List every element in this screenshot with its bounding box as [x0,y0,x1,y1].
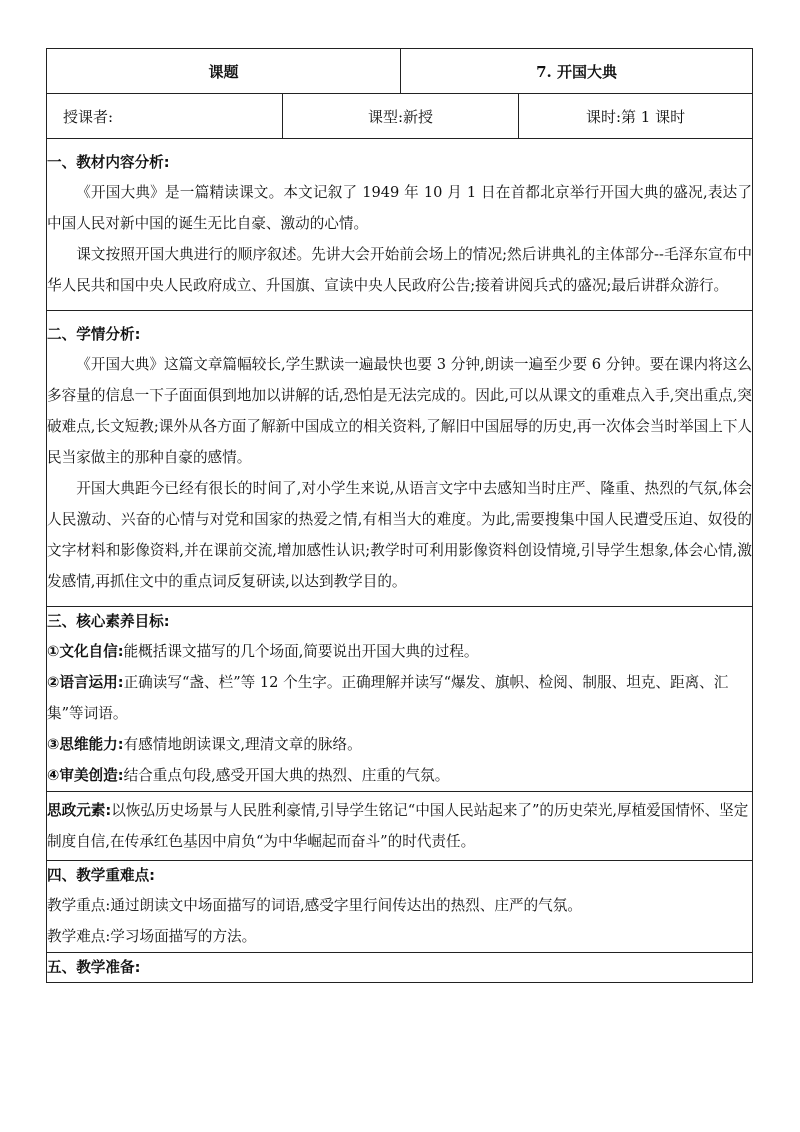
goal-item [47,760,752,791]
section-title: 一、教材内容分析: [47,154,170,171]
goal-item [47,729,752,760]
ideo-label: 思政元素: [47,802,112,819]
section-title: 三、核心素养目标: [47,613,170,630]
section-key-difficulties [47,861,753,953]
ideo-text: 以恢弘历史场景与人民胜利豪情,引导学生铭记“中国人民站起来了”的历史荣光,厚植爱国情怀、坚定制度自信,在传承红色基因中肩负“为中华崛起而奋斗”的时代责任。 [47,802,749,850]
goal-text: 正确读写“盏、栏”等 12 个生字。正确理解并读写“爆发、旗帜、检阅、制服、坦克、距离、汇集”等词语。 [47,674,729,722]
ideo-paragraph [47,795,752,857]
lesson-plan-table [46,48,753,983]
section-core-goals [47,607,753,792]
paragraph: 《开国大典》是一篇精读课文。本文记叙了 1949 年 10 月 1 日在首都北京举行开国大典的盛况,表达了中国人民对新中国的诞生无比自豪、激动的心情。 [47,184,753,232]
topic-value: 7. 开国大典 [401,49,753,94]
goal-label: ①文化自信: [47,643,124,660]
section-learner-analysis [47,311,753,607]
goal-label: ④审美创造: [47,767,124,784]
key-point: 教学重点:通过朗读文中场面描写的词语,感受字里行间传达出的热烈、庄严的气氛。 [47,897,582,914]
goal-label: ②语言运用: [47,674,124,691]
lesson-time-cell: 课时:第 1 课时 [519,94,753,139]
goal-item [47,636,752,667]
section-material-analysis [47,139,753,311]
paragraph: 《开国大典》这篇文章篇幅较长,学生默读一遍最快也要 3 分钟,朗读一遍至少要 6 分钟。要在课内将这么多容量的信息一下子面面俱到地加以讲解的话,恐怕是无法完成的。因此,可以从课文的重难点入手,突出重点,突破难点,长文短教;课外从各方面了解新中国成立的相关资料,了解旧中国屈辱的历史,再一次体会当时举国上下人民当家做主的那种自豪的感情。 [47,356,753,466]
section-title: 二、学情分析: [47,326,141,343]
paragraph: 课文按照开国大典进行的顺序叙述。先讲大会开始前会场上的情况;然后讲典礼的主体部分--毛泽东宣布中华人民共和国中央人民政府成立、升国旗、宣读中央人民政府公告;接着讲阅兵式的盛况;最后讲群众游行。 [47,246,753,294]
paragraph: 开国大典距今已经有很长的时间了,对小学生来说,从语言文字中去感知当时庄严、隆重、热烈的气氛,体会人民激动、兴奋的心情与对党和国家的热爱之情,有相当大的难度。为此,需要搜集中国人民遭受压迫、奴役的文字材料和影像资料,并在课前交流,增加感性认识;教学时可利用影像资料创设情境,引导学生想象,体会心情,激发感情,再抓住文中的重点词反复研读,以达到教学目的。 [47,480,753,590]
header-row [47,49,753,94]
topic-label: 课题 [47,49,401,94]
goal-text: 能概括课文描写的几个场面,简要说出开国大典的过程。 [123,643,479,660]
goal-text: 结合重点句段,感受开国大典的热烈、庄重的气氛。 [123,767,450,784]
section-title: 五、教学准备: [47,959,141,976]
meta-row [47,94,753,139]
goal-text: 有感情地朗读课文,理清文章的脉络。 [123,736,362,753]
difficult-point: 教学难点:学习场面描写的方法。 [47,928,257,945]
section-title: 四、教学重难点: [47,867,155,884]
goal-label: ③思维能力: [47,736,124,753]
section-preparation [47,953,753,983]
teacher-cell: 授课者: [47,94,283,139]
lesson-type-cell: 课型:新授 [283,94,519,139]
goal-item [47,667,752,729]
section-ideological-elements [47,792,753,861]
lesson-plan-sheet [46,48,752,983]
